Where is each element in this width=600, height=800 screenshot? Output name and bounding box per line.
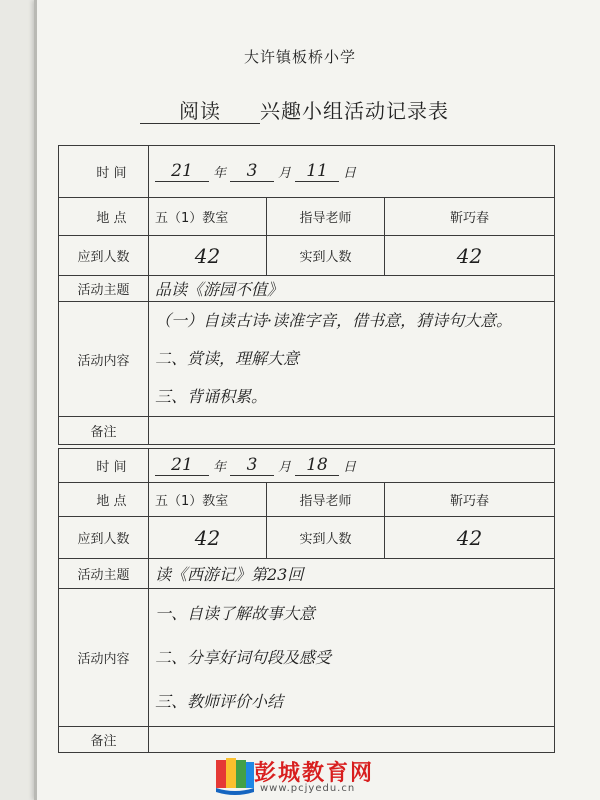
actual-label: 实到人数 — [267, 517, 385, 559]
date-month: 3 — [230, 161, 274, 182]
supervisor-value: 靳巧春 — [385, 198, 555, 236]
theme-label: 活动主题 — [59, 276, 149, 302]
supervisor-label: 指导老师 — [267, 198, 385, 236]
content-cell — [149, 589, 555, 727]
actual-label: 实到人数 — [267, 236, 385, 276]
place-value: 五（1）教室 — [149, 483, 267, 517]
notes-value — [149, 727, 555, 753]
date-day: 18 — [295, 455, 339, 476]
actual-value: 42 — [385, 236, 555, 276]
time-label: 时 间 — [59, 146, 149, 198]
actual-value: 42 — [385, 517, 555, 559]
date-year: 21 — [155, 455, 209, 476]
expected-value: 42 — [149, 236, 267, 276]
supervisor-value: 靳巧春 — [385, 483, 555, 517]
time-label: 时 间 — [59, 449, 149, 483]
place-label: 地 点 — [59, 198, 149, 236]
school-name: 大许镇板桥小学 — [243, 48, 356, 66]
notes-value — [149, 417, 555, 445]
theme-value: 品读《游园不值》 — [149, 276, 555, 302]
expected-label: 应到人数 — [59, 236, 149, 276]
content-label: 活动内容 — [59, 589, 149, 727]
content-cell — [149, 302, 555, 417]
title-activity-blank: 阅读 — [140, 99, 260, 124]
paper-binding-edge — [34, 0, 37, 800]
date-month-unit: 月 — [278, 166, 292, 181]
expected-label: 应到人数 — [59, 517, 149, 559]
date-day: 11 — [295, 161, 339, 182]
date-cell — [149, 146, 555, 198]
date-month: 3 — [230, 455, 274, 476]
place-value: 五（1）教室 — [149, 198, 267, 236]
content-line: 二、分享好词句段及感受 — [155, 647, 332, 667]
date-year-unit: 年 — [213, 460, 227, 475]
watermark-url: www.pcjyedu.cn — [260, 783, 356, 794]
notes-label: 备注 — [59, 417, 149, 445]
theme-value: 读《西游记》第23回 — [149, 559, 555, 589]
record-table-2 — [58, 448, 555, 753]
supervisor-label: 指导老师 — [267, 483, 385, 517]
date-day-unit: 日 — [343, 460, 357, 475]
content-line: 二、赏读，理解大意 — [155, 349, 300, 368]
date-month-unit: 月 — [278, 460, 292, 475]
theme-label: 活动主题 — [59, 559, 149, 589]
form-title — [140, 94, 449, 124]
expected-value: 42 — [149, 517, 267, 559]
notes-label: 备注 — [59, 727, 149, 753]
date-day-unit: 日 — [343, 166, 357, 181]
content-line: （一）自读古诗·读准字音，借书意，猜诗句大意。 — [155, 311, 513, 330]
content-line: 三、教师评价小结 — [155, 691, 284, 711]
date-cell — [149, 449, 555, 483]
content-label: 活动内容 — [59, 302, 149, 417]
watermark-name: 彭城教育网 — [254, 761, 375, 786]
record-table-1 — [58, 145, 555, 445]
date-year: 21 — [155, 161, 209, 182]
content-line: 一、自读了解故事大意 — [155, 603, 316, 623]
content-line: 三、背诵积累。 — [155, 387, 268, 406]
place-label: 地 点 — [59, 483, 149, 517]
title-suffix: 兴趣小组活动记录表 — [260, 99, 449, 123]
date-year-unit: 年 — [213, 166, 227, 181]
